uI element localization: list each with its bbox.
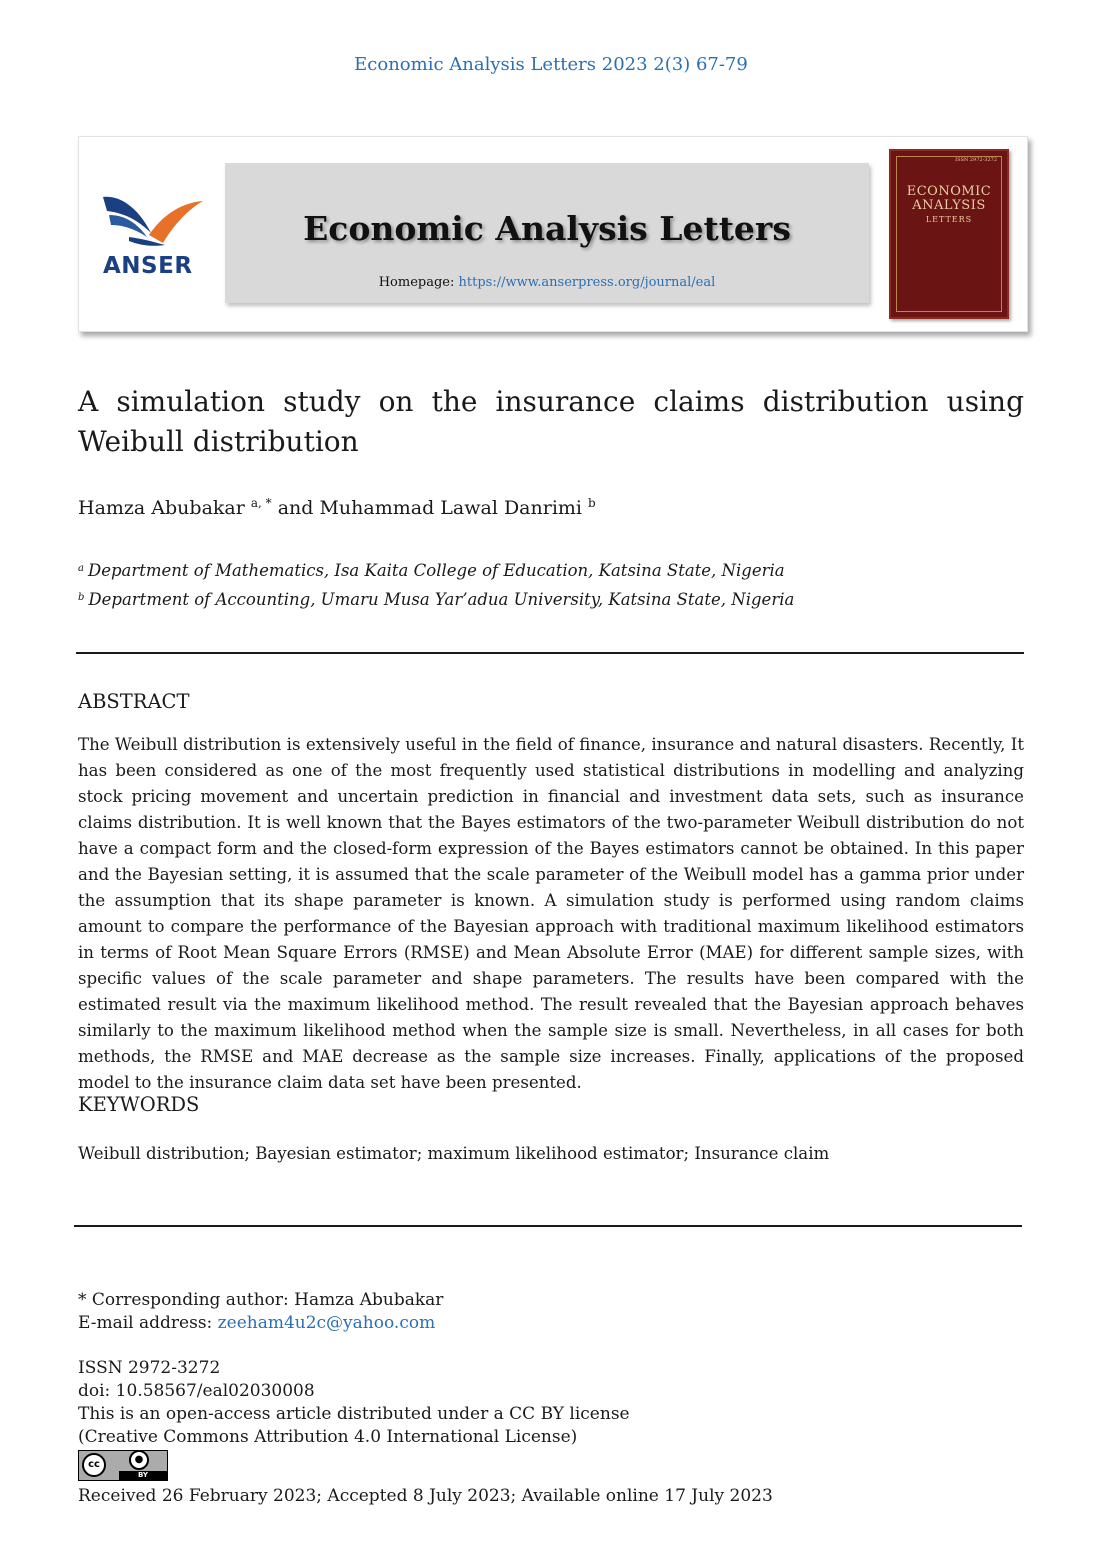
divider bbox=[76, 652, 1024, 654]
cover-title-line: ANALYSIS bbox=[912, 198, 986, 213]
issn: ISSN 2972-3272 bbox=[78, 1358, 221, 1378]
affiliation-text: Department of Mathematics, Isa Kaita College of Education, Katsina State, Nigeria bbox=[87, 561, 785, 580]
affiliation-text: Department of Accounting, Umaru Musa Yar’adua University, Katsina State, Nigeria bbox=[88, 590, 795, 609]
author-name: and Muhammad Lawal Danrimi bbox=[271, 497, 589, 519]
logo-text: ANSER bbox=[103, 253, 193, 279]
attribution-person-icon: ● bbox=[129, 1450, 149, 1470]
homepage-line bbox=[225, 275, 869, 290]
anser-bird-icon bbox=[99, 187, 209, 257]
abstract-heading: ABSTRACT bbox=[78, 690, 190, 713]
doi: doi: 10.58567/eal02030008 bbox=[78, 1381, 315, 1401]
cover-border bbox=[896, 156, 1002, 312]
corresponding-author: * Corresponding author: Hamza Abubakar bbox=[78, 1290, 444, 1310]
cover-issn: ISSN 2972-3272 bbox=[955, 157, 997, 163]
homepage-link[interactable]: https://www.anserpress.org/journal/eal bbox=[458, 275, 716, 290]
cc-icon: cc bbox=[82, 1453, 106, 1477]
keywords-heading: KEYWORDS bbox=[78, 1093, 200, 1116]
abstract-text: The Weibull distribution is extensively useful in the field of finance, insurance and natural disasters. Recently, It has been considered as one of the most frequently used statistical distributions in modelling and analyzing stock pricing movement and uncertain prediction in financial and investment data sets, such as insurance claims distribution. It is well known that the Bayes estimators of the two-parameter Weibull distribution do not have a compact form and the closed-form expression of the Bayes estimators cannot be obtained. In this paper and the Bayesian setting, it is assumed that the scale parameter of the Weibull model has a gamma prior under the assumption that its shape parameter is known. A simulation study is performed using random claims amount to compare the performance of the Bayesian approach with traditional maximum likelihood estimators in terms of Root Mean Square Errors (RMSE) and Mean Absolute Error (MAE) for different sample sizes, with specific values of the scale parameter and shape parameters. The results have been compared with the estimated result via the maximum likelihood method. The result revealed that the Bayesian approach behaves similarly to the maximum likelihood method when the sample size is small. Nevertheless, in all cases for both methods, the RMSE and MAE decrease as the sample size increases. Finally, applications of the proposed model to the insurance claim data set have been presented. bbox=[78, 735, 1024, 1092]
cc-by-badge-icon[interactable] bbox=[78, 1450, 168, 1481]
article-title: A simulation study on the insurance claims distribution using Weibull distribution bbox=[78, 385, 1024, 458]
journal-banner bbox=[78, 136, 1028, 332]
email-label: E-mail address: bbox=[78, 1313, 218, 1333]
author-affiliation-mark: a, * bbox=[250, 496, 272, 510]
license-line: (Creative Commons Attribution 4.0 International License) bbox=[78, 1427, 578, 1447]
author-name: Hamza Abubakar bbox=[78, 497, 251, 519]
email-link[interactable]: zeeham4u2c@yahoo.com bbox=[217, 1313, 436, 1333]
author-affiliation-mark: b bbox=[588, 496, 596, 510]
running-head: Economic Analysis Letters 2023 2(3) 67-79 bbox=[354, 54, 748, 75]
homepage-label: Homepage: bbox=[378, 275, 459, 290]
journal-cover bbox=[889, 149, 1009, 319]
email-line bbox=[78, 1312, 435, 1335]
author-line bbox=[78, 496, 596, 519]
journal-title: Economic Analysis Letters bbox=[303, 209, 791, 248]
journal-title-box bbox=[225, 163, 869, 303]
cover-title bbox=[891, 185, 1007, 227]
article-dates: Received 26 February 2023; Accepted 8 July 2023; Available online 17 July 2023 bbox=[78, 1486, 773, 1506]
by-label: BY bbox=[119, 1471, 167, 1480]
anser-logo bbox=[99, 187, 209, 282]
affiliation-mark: b bbox=[78, 592, 85, 603]
affiliation-mark: a bbox=[78, 563, 84, 574]
cover-title-line: LETTERS bbox=[925, 215, 973, 224]
divider bbox=[74, 1225, 1022, 1227]
cover-title-line: ECONOMIC bbox=[906, 184, 992, 199]
license-line: This is an open-access article distributed under a CC BY license bbox=[78, 1404, 630, 1424]
affiliation-a bbox=[78, 561, 785, 580]
keywords-text: Weibull distribution; Bayesian estimator; maximum likelihood estimator; Insurance claim bbox=[78, 1144, 830, 1163]
affiliation-b bbox=[78, 590, 794, 609]
